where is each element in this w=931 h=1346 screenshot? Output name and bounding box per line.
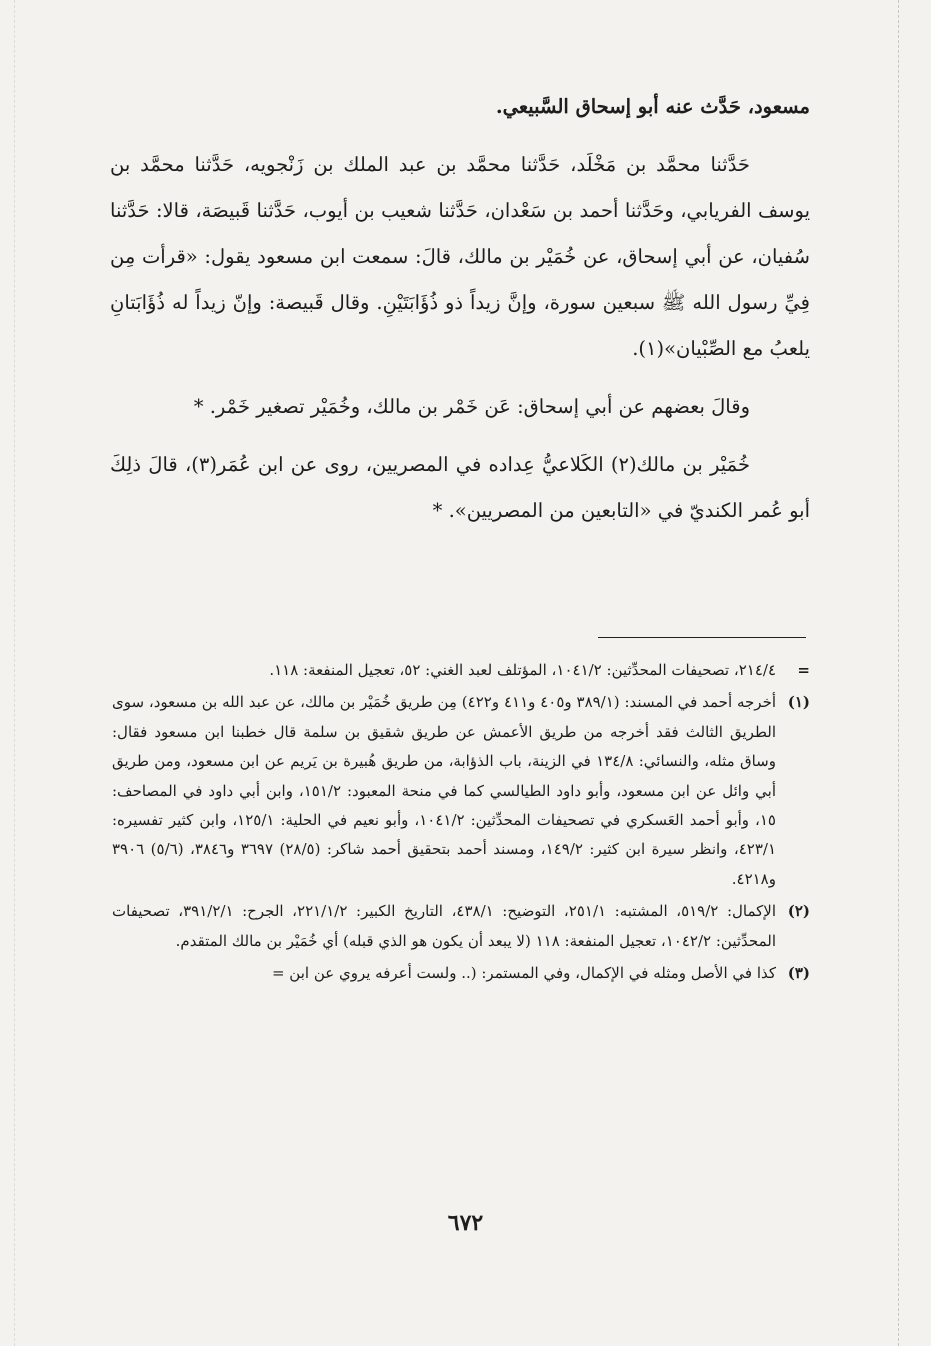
paragraph-continuation: مسعود، حَدَّث عنه أبو إسحاق السَّبيعي. <box>495 95 810 118</box>
main-text <box>110 84 810 534</box>
footnote-text: الإكمال: ٥١٩/٢، المشتبه: ٢٥١/١، التوضيح: ٤٣٨/١، التاريخ الكبير: ٢٢١/١/٢، الجرح: ٣٩١/٢/١، تصحيفات المحدِّثين: ١٠٤٢/٢، تعجيل المنفعة: ١١٨ (لا يبعد أن يكون هو الذي قبله) أي خُمَيْر بن مالك المتقدم. <box>112 902 777 950</box>
footnote-separator <box>598 637 806 638</box>
footnote-text: أخرجه أحمد في المسند: (٣٨٩/١ و٤٠٥ و٤١١ و٤٢٢) مِن طريق خُمَيْر بن مالك، عن عبد الله بن مسعود، سوى الطريق الثالث فقد أخرجه من طريق الأعمش عن طريق شقيق بن سلمة قال خطبنا ابن مسعود فقال: وساق مثله، والنسائي: ١٣٤/٨ في الزينة، باب الذؤابة، من طريق هُبيرة بن يَريم عن ابن مسعود، ومن طريق أبي وائل عن ابن مسعود، وأبو داود الطيالسي كما في منحة المعبود: ١٥١/٢، وابن أبي داود في المصاحف: ١٥، وأبو أحمد العَسكري في تصحيفات المحدِّثين: ١٠٤١/٢، وأبو نعيم في الحلية: ١٢٥/١، وابن كثير تفسيره: ٤٢٣/١، وانظر سيرة ابن كثير: ١٤٩/٢، ومسند أحمد بتحقيق أحمد شاكر: (٢٨/٥) ٣٦٩٧ و٣٨٤٦، (٥/٦) ٣٩٠٦ و٤٢١٨. <box>112 693 777 888</box>
paragraph-hadith: حَدَّثنا محمَّد بن مَخْلَد، حَدَّثنا محمَّد بن عبد الملك بن زَنْجويه، حَدَّثنا محمَّد بن يوسف الفريابي، وحَدَّثنا أحمد بن سَعْدان، حَدَّثنا شعيب بن أيوب، حَدَّثنا قَبيصَة، قالا: حَدَّثنا سُفيان، عن أبي إسحاق، عن خُمَيْر بن مالك، قالَ: سمعت ابن مسعود يقول: «قرأت مِن فِيِّ رسول الله ﷺ سبعين سورة، وإنَّ زيداً ذو ذُؤَابَتَيْنِ. وقال قَبيصة: وإنّ زيداً له ذُؤَابَتانِ يلعبُ مع الصِّبْيان»(١). <box>110 153 810 360</box>
footnotes <box>112 656 810 988</box>
footnote-3 <box>112 959 810 988</box>
page-number: ٦٧٢ <box>447 1210 484 1236</box>
footnote-2 <box>112 897 810 956</box>
footnote-marker: = <box>797 661 810 679</box>
right-margin-line <box>898 0 899 1346</box>
footnote-continued <box>112 656 810 685</box>
footnote-text: كذا في الأصل ومثله في الإكمال، وفي المستمر: (.. ولست أعرفه يروي عن ابن = <box>271 964 776 983</box>
paragraph-note: وقالَ بعضهم عن أبي إسحاق: عَن خَمْر بن مالك، وخُمَيْر تصغير خَمْر. * <box>193 395 750 418</box>
left-margin-line <box>14 0 15 1346</box>
footnote-marker: (٢) <box>787 902 810 921</box>
footnote-1 <box>112 688 810 894</box>
footnote-text: ٢١٤/٤، تصحيفات المحدِّثين: ١٠٤١/٢، المؤتلف لعبد الغني: ٥٢، تعجيل المنفعة: ١١٨. <box>269 661 776 679</box>
footnote-marker: (٣) <box>787 964 810 983</box>
footnote-marker: (١) <box>787 693 810 712</box>
paragraph-entry-khumayr: خُمَيْر بن مالك(٢) الكَلاعيُّ عِداده في المصريين، روى عن ابن عُمَر(٣)، قالَ ذلِكَ أبو عُمر الكنديّ في «التابعين من المصريين». * <box>110 453 810 522</box>
